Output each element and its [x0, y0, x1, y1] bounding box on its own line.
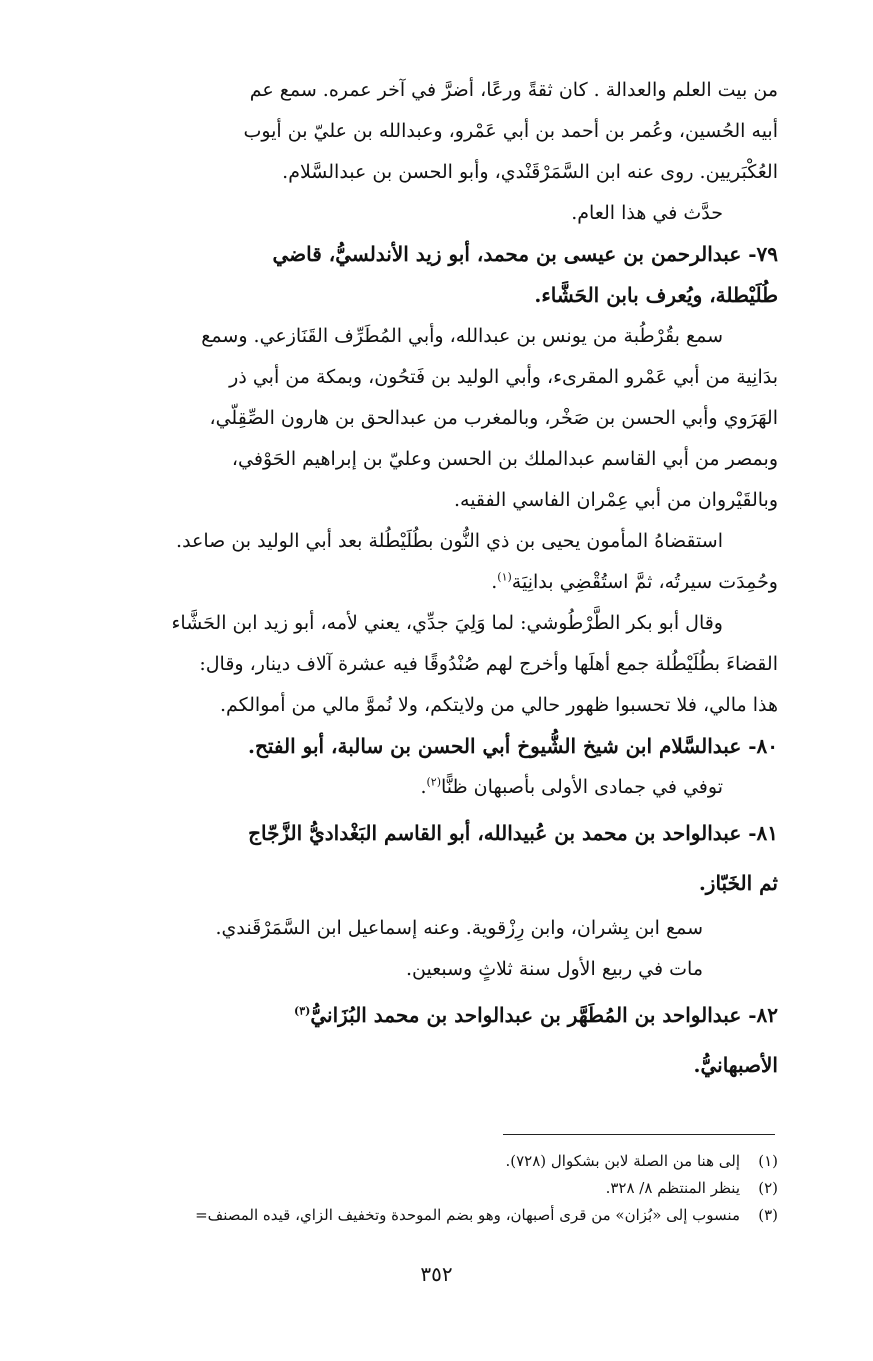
entry-79-heading-cont: طُلَيْطلة، ويُعرف بابن الحَشَّاء.: [534, 283, 778, 307]
footnote: [20, 1175, 778, 1202]
page-number: ٣٥٢: [420, 1262, 453, 1286]
text-line: القضاءَ بطُلَيْطُلة جمع أهلَها وأخرج لهم صُنْدُوقًا فيه عشرة آلاف دينار، وقال:: [199, 653, 778, 675]
footnote-divider: [503, 1134, 775, 1135]
text-line: مات في ربيع الأول سنة ثلاثٍ وسبعين.: [406, 958, 703, 980]
entry-81-heading: ٨١- عبدالواحد بن محمد بن عُبيدالله، أبو القاسم البَغْداديُّ الزَّجّاج: [248, 821, 778, 845]
text-line: سمع ابن بِشران، وابن رِزْقوية. وعنه إسماعيل ابن السَّمَرْقَندي.: [215, 917, 703, 939]
text-line: حدَّث في هذا العام.: [571, 202, 723, 224]
text-line: بدَانِية من أبي عَمْرو المقرىء، وأبي الوليد بن فَتحُون، وبمكة من أبي ذر: [229, 366, 778, 388]
line-text: توفي في جمادى الأولى بأصبهان ظنًّا: [441, 776, 723, 798]
footnotes: [20, 1148, 778, 1229]
text-line: هذا مالي، فلا تحسبوا ظهور حالي من ولايتكم، ولا نُموَّ مالي من أموالكم.: [219, 694, 778, 716]
line-text: وحُمِدَت سيرتُه، ثمَّ استُقْضِي بدانِيَة: [511, 571, 778, 593]
entry-79-heading: ٧٩- عبدالرحمن بن عيسى بن محمد، أبو زيد الأندلسيُّ، قاضي: [272, 242, 778, 266]
footnote-number: (٢): [758, 1179, 778, 1197]
line-end: .: [491, 571, 498, 593]
main-text: [32, 70, 778, 1090]
entry-82-heading: [32, 990, 778, 1040]
text-line: أبيه الحُسين، وعُمر بن أحمد بن أبي عَمْرو، وعبدالله بن عليّ بن أيوب: [243, 120, 778, 142]
entry-82-heading-cont: الأصبهانيُّ.: [693, 1053, 778, 1077]
footnote: [20, 1148, 778, 1175]
footnote-text: منسوب إلى «بُزان» من قرى أصبهان، وهو بضم الموحدة وتخفيف الزاي، قيده المصنف=: [195, 1206, 740, 1224]
text-line: الهَرَوي وأبي الحسن بن صَخْر، وبالمغرب من عبدالحق بن هارون الصِّقِلّي،: [209, 407, 778, 429]
footnote-marker: (٢): [426, 775, 441, 789]
footnote-text: ينظر المنتظم ٨/ ٣٢٨.: [605, 1179, 740, 1197]
text-line: سمع بقُرْطُبة من يونس بن عبدالله، وأبي المُطَرِّف القَنَازعي. وسمع: [201, 325, 723, 347]
text-line: وبالقَيْروان من أبي عِمْران الفاسي الفقيه.: [453, 489, 778, 511]
text-line: وبمصر من أبي القاسم عبدالملك بن الحسن وعليّ بن إبراهيم الحَوْفي،: [231, 448, 778, 470]
footnote-number: (١): [758, 1152, 778, 1170]
text-line: العُكْبَريين. روى عنه ابن السَّمَرْقَنْدي، وأبو الحسن بن عبدالسَّلام.: [282, 161, 778, 183]
footnote-marker: (٣): [293, 1004, 311, 1018]
text-line: من بيت العلم والعدالة . كان ثقةً ورعًا، أضرَّ في آخر عمره. سمع عم: [249, 79, 778, 101]
text-line: [32, 562, 778, 603]
entry-81-heading-cont: ثم الخَبّاز.: [698, 871, 778, 895]
text-line: وقال أبو بكر الطَّرْطُوشي: لما وَلِيَ جدِّي، يعني لأمه، أبو زيد ابن الحَشَّاء: [171, 612, 723, 634]
text-line: [32, 767, 778, 808]
text-line: استقضاهُ المأمون يحيى بن ذي النُّون بطُلَيْطُلة بعد أبي الوليد بن صاعد.: [176, 530, 723, 552]
entry-80-heading: ٨٠- عبدالسَّلام ابن شيخ الشُّيوخ أبي الحسن بن سالبة، أبو الفتح.: [247, 734, 778, 758]
line-end: .: [420, 776, 427, 798]
footnote-number: (٣): [758, 1206, 778, 1224]
footnote: [20, 1202, 778, 1229]
heading-text: ٨٢- عبدالواحد بن المُطَهَّر بن عبدالواحد بن محمد البُزَانيُّ: [310, 1003, 778, 1027]
footnote-marker: (١): [497, 570, 512, 584]
footnote-text: إلى هنا من الصلة لابن بشكوال (٧٢٨).: [505, 1152, 740, 1170]
